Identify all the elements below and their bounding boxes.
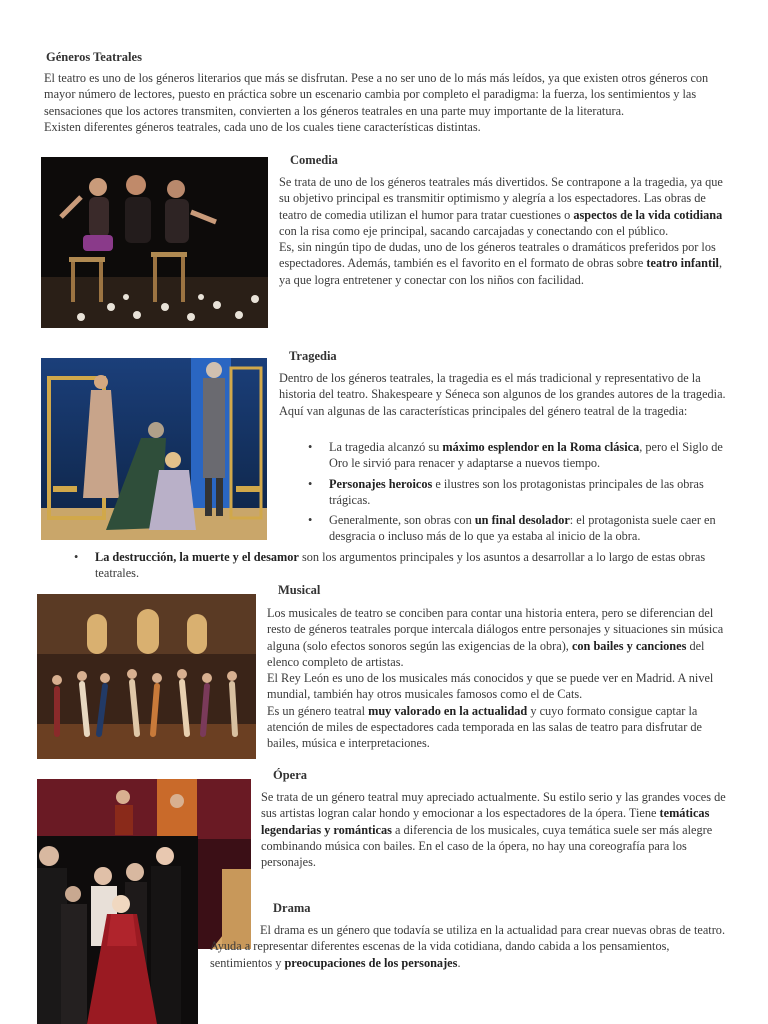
drama-heading: Drama xyxy=(273,901,311,915)
tragedia-heading: Tragedia xyxy=(289,349,337,363)
musical-photo xyxy=(37,594,256,759)
tragedia-paragraph-1: Dentro de los géneros teatrales, la tragedia es el más tradicional y representativo de la historia del teatro. Shakespeare y Séneca son algunos de los grandes autores de la tragedia. Aquí van algunas de las características principales del género teatral de la tragedia: xyxy=(279,371,726,418)
intro-text-1: El teatro es uno de los géneros literarios que más se disfrutan. Pese a no ser uno de lo más más leídos, ya que existen otros géneros con mayor número de lectores, puesto en práctica sobre un escenario cambia por completo el paradigma: la fuerza, los sentimientos y las sensaciones que los actores transmiten, convierten a los géneros teatrales en una parte muy importante de la literatura. xyxy=(44,71,709,118)
musical-paragraph-3: Es un género teatral muy valorado en la actualidad y cuyo formato consigue captar la atención de miles de espectadores cada temporada en las salas de teatro para disfrutar de bailes, música e interpretaciones. xyxy=(267,703,702,751)
list-item: • Generalmente, son obras con un final desolador: el protagonista suele caer en desgracia o incluso más de lo que ya estaba al inicio de la obra. xyxy=(308,513,716,544)
list-item: • La destrucción, la muerte y el desamor son los argumentos principales y los asuntos a desarrollar a lo largo de estas obras teatrales. xyxy=(74,550,706,581)
bullet-icon: • xyxy=(308,476,313,491)
intro-paragraph xyxy=(44,70,728,135)
tragedia-extra-bullet xyxy=(74,549,727,582)
drama-paragraph-1: El drama es un género que todavía se utiliza en la actualidad para crear nuevas obras de teatro. Ayuda a representar diferentes escenas de la vida cotidiana, dando cabida a los pensamientos, sentimientos y preocupaciones de los personajes. xyxy=(210,923,726,970)
musical-paragraph-2: El Rey León es uno de los musicales más conocidos y que se puede ver en Madrid. A nivel mundial, también hay otros musicales famosos como el de Cats. xyxy=(267,671,714,702)
comedia-photo xyxy=(41,157,268,328)
musical-text xyxy=(267,605,729,752)
opera-heading: Ópera xyxy=(273,768,308,782)
bullet-icon: • xyxy=(308,440,313,454)
comedia-paragraph-1: Se trata de uno de los géneros teatrales más divertidos. Se contrapone a la tragedia, ya que su objetivo principal es transmitir optimismo y alegría a los espectadores. Las obras de teatro de comedia utilizan el humor para tratar cuestiones o aspectos de la vida cotidiana con la risa como eje principal, sacando carcajadas y conectando con el público. xyxy=(279,175,723,238)
bullet-icon: • xyxy=(308,513,313,528)
musical-heading: Musical xyxy=(278,583,321,597)
page-title: Géneros Teatrales xyxy=(46,50,142,64)
bullet-icon: • xyxy=(74,550,79,564)
comedia-text xyxy=(279,174,727,288)
opera-paragraph-1: Se trata de un género teatral muy apreciado actualmente. Su estilo serio y las grandes voces de sus artistas logran calar hondo y emocionar a los espectadores de la ópera. Tiene temáticas legendarias y románticas a diferencia de los musicales, cuya temática suele ser más alegre combinando música con bailes. En el caso de la ópera, no hay una coreografía para los personajes. xyxy=(261,790,726,870)
list-item: • Personajes heroicos e ilustres son los protagonistas principales de las obras trágicas. xyxy=(308,476,704,507)
intro-text-2: Existen diferentes géneros teatrales, cada uno de los cuales tiene características distintas. xyxy=(44,119,481,134)
comedia-paragraph-2: Es, sin ningún tipo de dudas, uno de los géneros teatrales o dramáticos preferidos por los espectadores. Además, también es el favorito en el formato de obras sobre teatro infantil, ya que logra entretener y conectar con los niños con facilidad. xyxy=(279,240,723,287)
drama-photo xyxy=(37,836,198,1024)
list-item: • La tragedia alcanzó su máximo esplendor en la Roma clásica, pero el Siglo de Oro le sirvió para renacer y adaptarse a nuevos tiempo. xyxy=(308,440,723,471)
opera-text xyxy=(261,789,727,870)
tragedia-photo xyxy=(41,358,267,540)
comedia-heading: Comedia xyxy=(290,153,338,167)
tragedia-bullet-list xyxy=(308,439,729,545)
drama-text xyxy=(210,922,730,971)
tragedia-text xyxy=(279,370,727,419)
musical-paragraph-1: Los musicales de teatro se conciben para contar una historia entera, pero se diferencian del resto de géneros teatrales porque intercala diálogos entre personajes y situaciones sin música alguna (solo efectos sonoros según las exigencias de la obra), con bailes y canciones del elenco completo de artistas. xyxy=(267,606,724,669)
